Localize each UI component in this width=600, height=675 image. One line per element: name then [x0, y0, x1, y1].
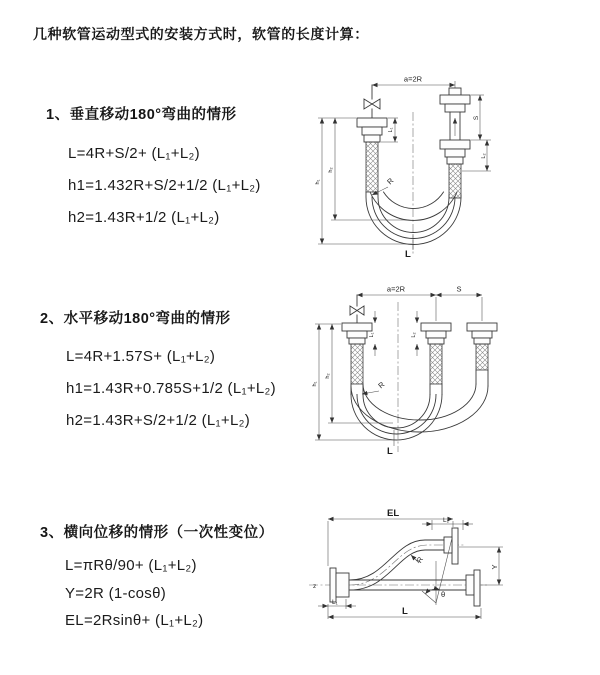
dim-label-r: R: [376, 379, 387, 391]
dim-label-h2: h₂: [325, 373, 331, 379]
dim-label-l1: L₁: [388, 127, 394, 133]
section-2-heading: 2、水平移动180°弯曲的情形: [40, 311, 231, 327]
dim-label-h2: h₂: [328, 167, 334, 173]
section-1-formulas: [68, 138, 261, 234]
dim-label-s: S: [456, 284, 462, 294]
diagram-lateral-displacement: [303, 506, 600, 631]
radius-leader: [362, 380, 387, 394]
formula-y: Y=2R (1-cosθ): [65, 584, 167, 602]
radius-leader: [411, 555, 425, 565]
formula-h2: h2=1.43R+S/2+1/2 (L₁+L₂): [66, 412, 251, 429]
section-1: [46, 103, 261, 234]
page-title: 几种软管运动型式的安装方式时，软管的长度计算：: [33, 26, 369, 42]
hose-arcs: [351, 370, 488, 440]
dim-l1: [318, 599, 356, 609]
dim-label-theta: θ: [441, 590, 446, 599]
formula-h1: h1=1.432R+S/2+1/2 (L₁+L₂): [68, 177, 261, 194]
dim-s: [471, 95, 491, 140]
dim-label-l2: L₂: [443, 517, 450, 524]
formula-h2: h2=1.43R+1/2 (L₁+L₂): [68, 209, 220, 226]
formula-length: L=4R+1.57S+ (L₁+L₂): [66, 348, 216, 365]
section-3-formulas: [65, 552, 274, 635]
middle-pipe-assembly: [421, 323, 451, 384]
dimension-a2r: [357, 285, 436, 296]
centerline-marker: z: [313, 583, 317, 590]
dim-label-h1: h₁: [315, 179, 321, 185]
left-pipe-assembly: [342, 323, 372, 384]
upper-flange: [444, 528, 458, 564]
dimension-a2r: [372, 75, 455, 94]
dim-label-l: L: [405, 249, 411, 260]
diagram-vertical-180-bend: [308, 66, 598, 262]
dim-label-y: Y: [490, 564, 499, 570]
diagram-horizontal-180-bend: [305, 280, 597, 470]
dim-l2: [411, 311, 417, 356]
section-3: [40, 521, 274, 635]
valve-icon: [350, 295, 364, 323]
dim-label-a2r: a=2R: [386, 284, 406, 294]
formula-length: L=πRθ/90+ (L₁+L₂): [65, 557, 197, 574]
valve-icon: [364, 85, 380, 118]
dim-label-l: L: [387, 446, 393, 457]
right-pipe-assembly: [440, 88, 470, 198]
dimension-s: [436, 285, 482, 322]
dim-label-l1: L₁: [332, 599, 338, 606]
section-1-heading: 1、垂直移动180°弯曲的情形: [46, 107, 237, 123]
formula-h1: h1=1.43R+0.785S+1/2 (L₁+L₂): [66, 380, 276, 397]
hose-arcs: [366, 192, 461, 245]
dim-h1: [315, 118, 412, 244]
dim-label-r: R: [414, 555, 426, 565]
dim-label-h1: h₁: [312, 381, 318, 387]
formula-length: L=4R+S/2+ (L₁+L₂): [68, 145, 200, 162]
dim-label-a2r: a=2R: [403, 74, 423, 84]
hose-s-curve: [350, 540, 444, 590]
left-flange: [330, 568, 349, 602]
dim-l1: [369, 311, 375, 356]
dim-label-l1: L₁: [369, 332, 375, 338]
dim-label-l2: L₂: [411, 332, 417, 338]
dim-label-l2: L₂: [481, 153, 487, 159]
dim-label-l: L: [402, 606, 408, 617]
section-3-heading: 3、横向位移的情形（一次性变位）: [40, 525, 274, 541]
dim-label-r: R: [385, 176, 396, 187]
dim-label-s: S: [473, 115, 480, 121]
section-2-formulas: [66, 341, 276, 437]
left-pipe-assembly: [357, 118, 387, 192]
dim-label-el: EL: [387, 508, 400, 519]
dim-el: [328, 508, 453, 566]
section-2: [40, 307, 276, 437]
right-pipe-assembly: [467, 323, 497, 370]
formula-el: EL=2Rsinθ+ (L₁+L₂): [65, 612, 204, 629]
